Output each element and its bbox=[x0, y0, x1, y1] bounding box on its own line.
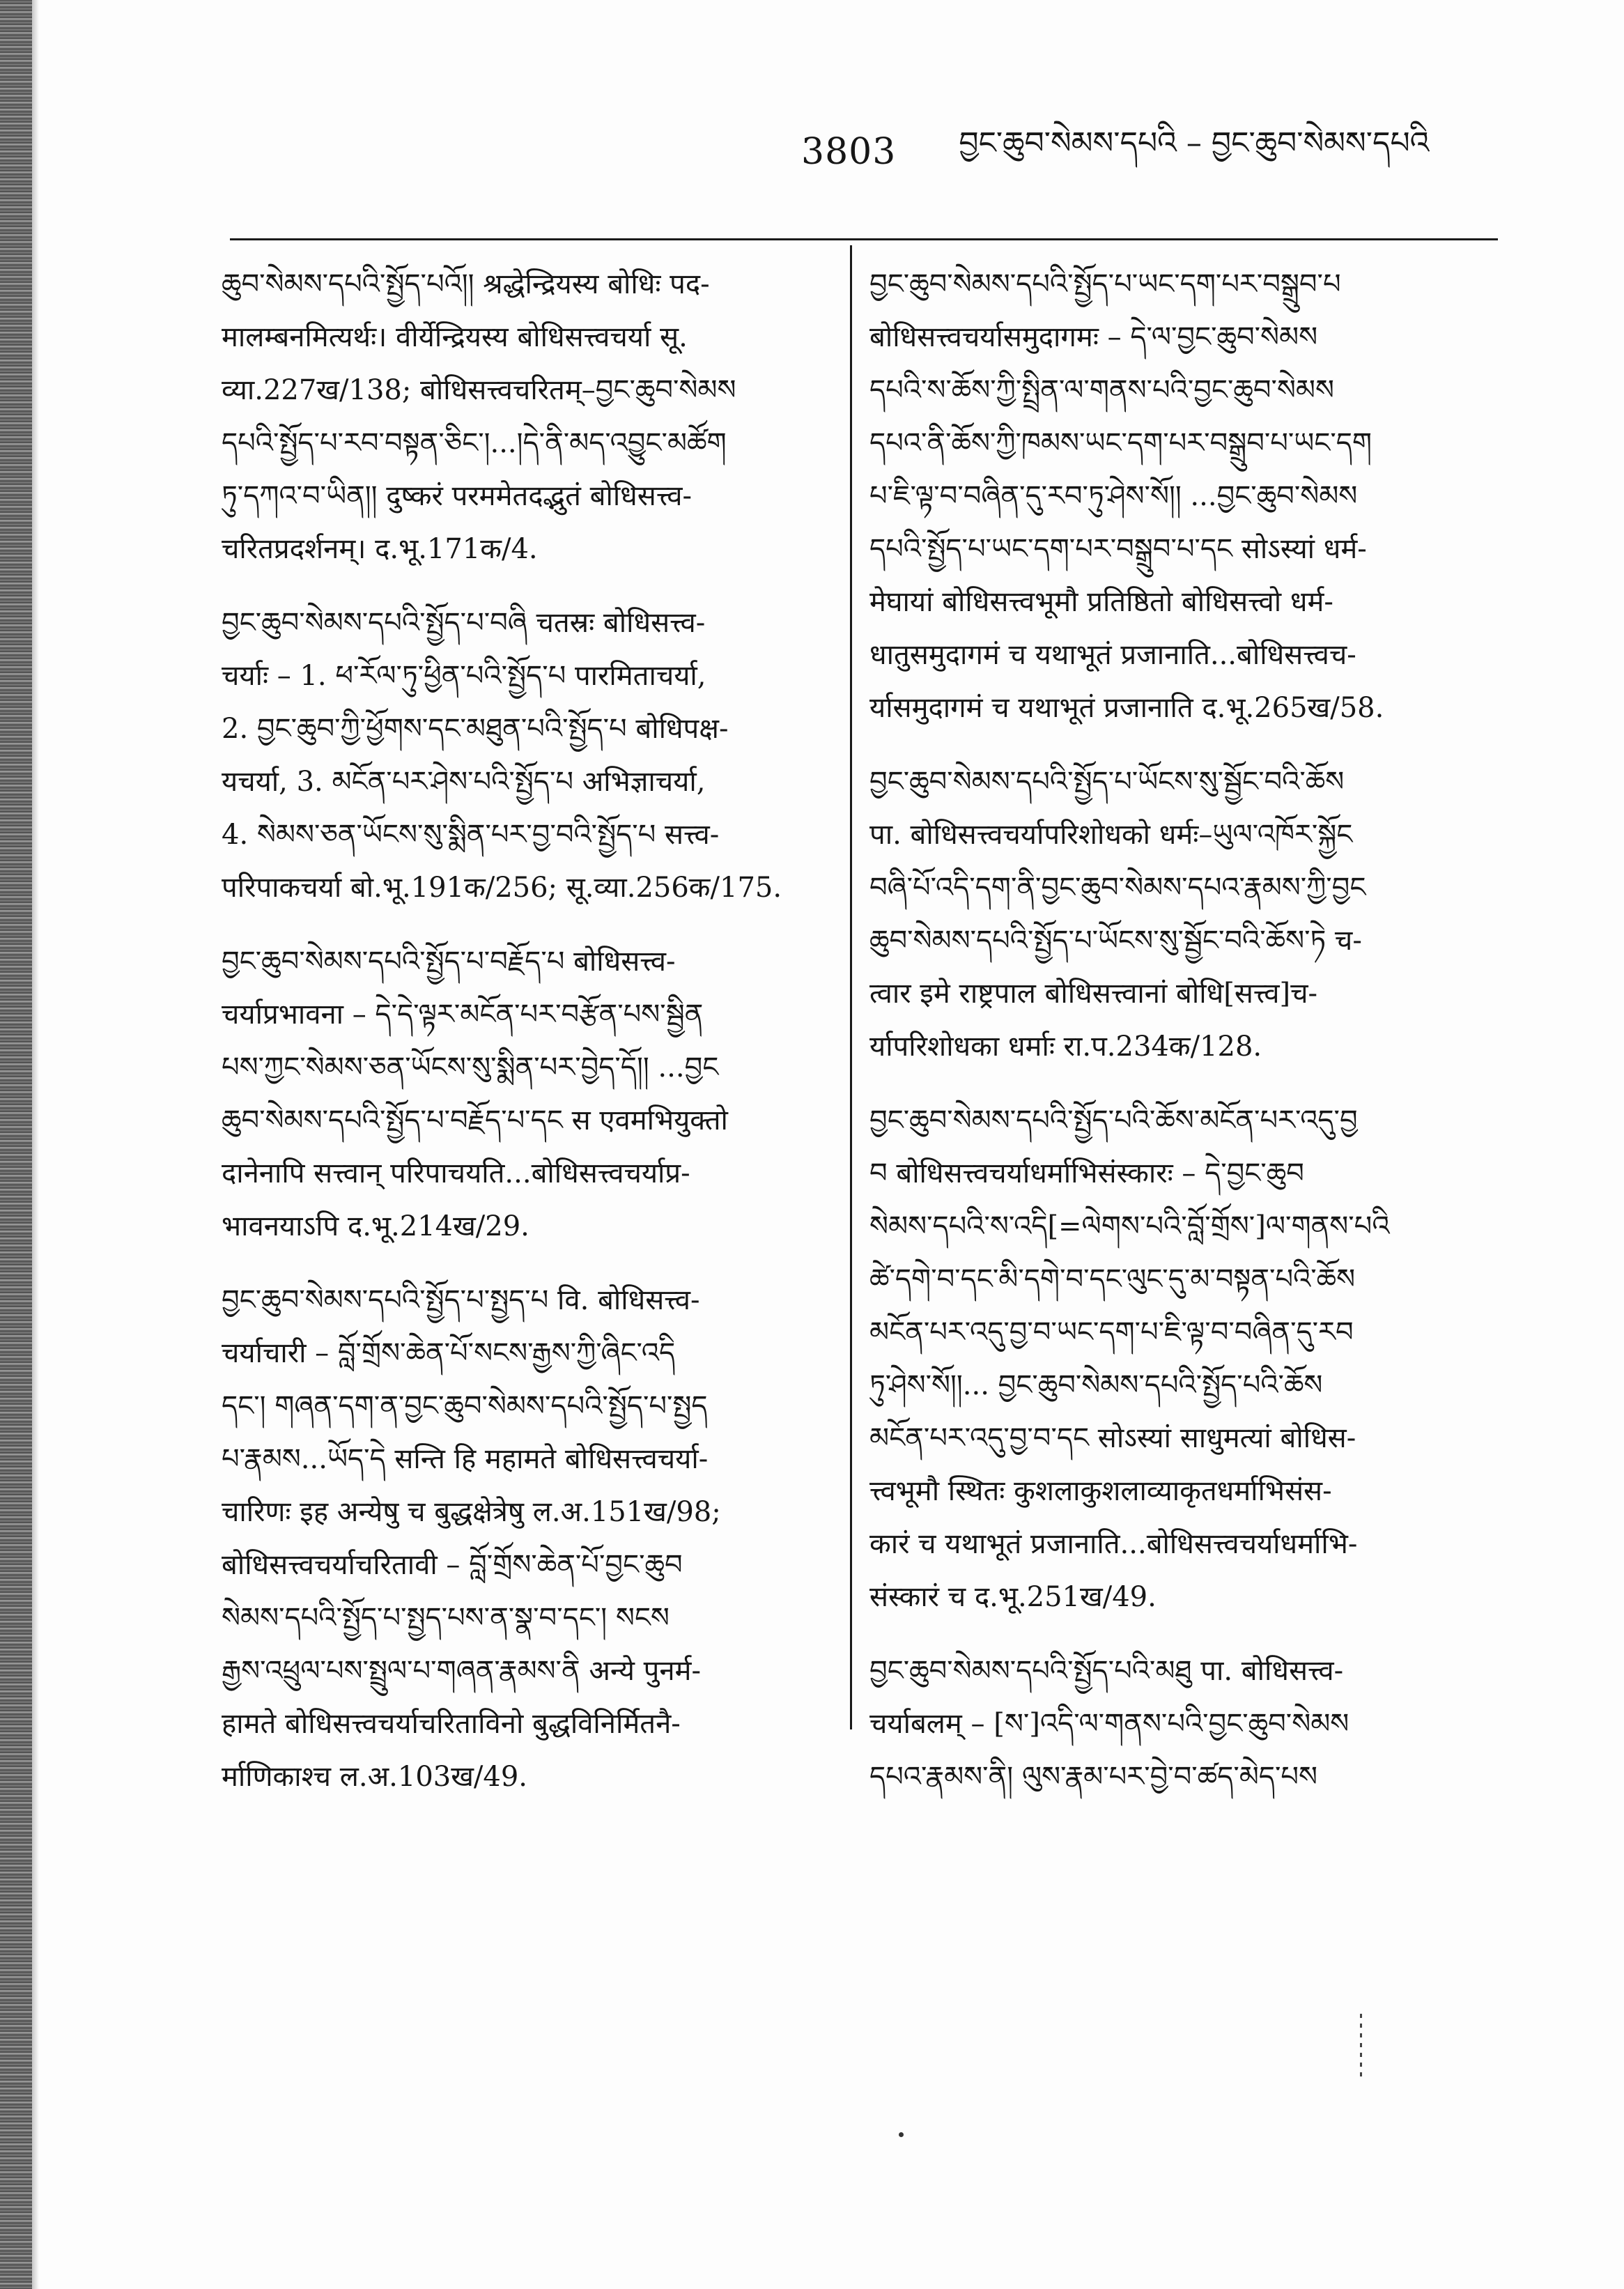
entry-line: དཔའི་སྤྱོད་པ་རབ་བསྟན་ཅིང་།...།དེ་ནི་མད་འབྱུང་མཚོག bbox=[222, 427, 727, 459]
entry-line: པ་རྣམས...ཡོད་དེ सन्ति हि महामते बोधिसत्त्वचर्या- bbox=[222, 1443, 709, 1475]
entry-line: དཔའི་སྤྱོད་པ་ཡང་དག་པར་བསྒྲུབ་པ་དང सोऽस्यां धर्म- bbox=[869, 533, 1367, 565]
entry-headword-line: བྱང་ཆུབ་སེམས་དཔའི་སྤྱོད་པ་སྤྱད་པ वि. बोधिसत्त्व- bbox=[222, 1284, 700, 1316]
entry-headword-line: བྱང་ཆུབ་སེམས་དཔའི་སྤྱོད་པའི་ཆོས་མངོན་པར་འདུ་བྱ bbox=[869, 1104, 1358, 1136]
running-head: བྱང་ཆུབ་སེམས་དཔའི – བྱང་ཆུབ་སེམས་དཔའི bbox=[959, 125, 1430, 161]
entry-line: ཏུ་དཀའ་བ་ཡིན།། दुष्करं परममेतदद्भुतं बोधिसत्त्व- bbox=[222, 480, 693, 512]
entry-line: धातुसमुदागमं च यथाभूतं प्रजानाति...बोधिसत्त्वच- bbox=[869, 639, 1356, 671]
entry-headword-line: བྱང་ཆུབ་སེམས་དཔའི་སྤྱོད་པ་ཡོངས་སུ་སྦྱོང་བའི་ཆོས bbox=[869, 766, 1345, 798]
entry-line: ཆུབ་སེམས་དཔའི་སྤྱོད་པ་བརྗོད་པ་དང स एवमभियुक्तो bbox=[222, 1104, 728, 1136]
entry-line: ཏུ་ཤེས་སོ།།... བྱང་ཆུབ་སེམས་དཔའི་སྤྱོད་པའི་ཆོས bbox=[869, 1369, 1323, 1401]
entry-line: चरितप्रदर्शनम्। द.भू.171क/4. bbox=[222, 533, 538, 565]
entry-line: चर्याबलम् – [ས་]འདི་ལ་གནས་པའི་བྱང་ཆུབ་སེམས bbox=[869, 1708, 1350, 1740]
entry-line: 2. བྱང་ཆུབ་ཀྱི་ཕྱོགས་དང་མཐུན་པའི་སྤྱོད་པ बोधिपक्ष- bbox=[222, 713, 729, 745]
entry-line: भावनयाऽपि द.भू.214ख/29. bbox=[222, 1210, 529, 1242]
entry-line: དང་། གཞན་དག་ན་བྱང་ཆུབ་སེམས་དཔའི་སྤྱོད་པ་སྤྱད bbox=[222, 1390, 708, 1422]
dictionary-entry bbox=[869, 1094, 1490, 1624]
entry-line: སེམས་དཔའི་སྤྱོད་པ་སྤྱད་པས་ན་སྣ་བ་དང་། སངས bbox=[222, 1602, 670, 1634]
right-column bbox=[869, 258, 1490, 1824]
dictionary-entry bbox=[222, 935, 835, 1253]
entry-line: མངོན་པར་འདུ་བྱ་བ་ཡང་དག་པ་ཇི་ལྟ་བ་བཞིན་དུ་རབ bbox=[869, 1316, 1354, 1348]
entry-line: मालम्बनमित्यर्थः। वीर्येन्द्रियस्य बोधिसत्त्वचर्या सू. bbox=[222, 321, 688, 353]
entry-line: ཆུབ་སེམས་དཔའི་སྤྱོད་པའོ།། श्रद्धेन्द्रियस्य बोधिः पद- bbox=[222, 268, 710, 300]
scanned-binding-edge bbox=[0, 0, 32, 2289]
entry-line: བཞི་པོ་འདི་དག་ནི་བྱང་ཆུབ་སེམས་དཔའ་རྣམས་ཀྱི་བྱང bbox=[869, 872, 1366, 904]
entry-line: དཔའི་ས་ཆོས་ཀྱི་སྤྲིན་ལ་གནས་པའི་བྱང་ཆུབ་སེམས bbox=[869, 374, 1334, 406]
column-divider bbox=[850, 245, 852, 1729]
entry-line: རྒྱས་འཕྲུལ་པས་སྤྲུལ་པ་གཞན་རྣམས་ནི अन्ये पुनर्म- bbox=[222, 1655, 701, 1687]
dictionary-entry bbox=[869, 755, 1490, 1073]
entry-line: बोधिसत्त्वचर्यासमुदागमः – དེ་ལ་བྱང་ཆུབ་སེམས bbox=[869, 321, 1318, 353]
entry-line: बोधिसत्त्वचर्याचरितावी – བློ་གྲོས་ཆེན་པོ་བྱང་ཆུབ bbox=[222, 1549, 683, 1581]
entry-line: परिपाकचर्या बो.भू.191क/256; सू.व्या.256क/175. bbox=[222, 872, 782, 904]
entry-line: བ बोधिसत्त्वचर्याधर्माभिसंस्कारः – དེ་བྱང་ཆུབ bbox=[869, 1157, 1304, 1189]
entry-line: ཆུབ་སེམས་དཔའི་སྤྱོད་པ་ཡོངས་སུ་སྦྱོང་བའི་ཆོས་ཏེ च- bbox=[869, 925, 1362, 957]
entry-line: र्माणिकाश्च ल.अ.103ख/49. bbox=[222, 1761, 528, 1793]
entry-line: चर्याचारी – བློ་གྲོས་ཆེན་པོ་སངས་རྒྱས་ཀྱི་ཞིང་འདི bbox=[222, 1337, 676, 1369]
left-column bbox=[222, 258, 835, 1824]
entry-line: चर्याः – 1. ཕ་རོལ་ཏུ་ཕྱིན་པའི་སྤྱོད་པ पारमिताचर्या, bbox=[222, 660, 706, 692]
entry-line: མངོན་པར་འདུ་བྱ་བ་དང सोऽस्यां साधुमत्यां बोधिस- bbox=[869, 1422, 1356, 1454]
entry-line: संस्कारं च द.भू.251ख/49. bbox=[869, 1581, 1157, 1613]
entry-line: यचर्या, 3. མངོན་པར་ཤེས་པའི་སྤྱོད་པ अभिज्ञाचर्या, bbox=[222, 766, 706, 798]
header-rule bbox=[230, 238, 1498, 240]
entry-line: कारं च यथाभूतं प्रजानाति...बोधिसत्त्वचर्याधर्माभि- bbox=[869, 1528, 1358, 1560]
entry-line: पा. बोधिसत्त्वचर्यापरिशोधको धर्मः–ཡུལ་འཁོར་སྐྱོང bbox=[869, 819, 1353, 851]
entry-line: ཚེ་དགེ་བ་དང་མི་དགེ་བ་དང་ལུང་དུ་མ་བསྟན་པའི་ཆོས bbox=[869, 1263, 1356, 1295]
entry-headword-line: བྱང་ཆུབ་སེམས་དཔའི་སྤྱོད་པ་བཞི चतस्रः बोधिसत्त्व- bbox=[222, 607, 706, 639]
entry-line: त्त्वभूमौ स्थितः कुशलाकुशलाव्याकृतधर्माभिसंस- bbox=[869, 1475, 1332, 1507]
dictionary-entry bbox=[222, 1274, 835, 1803]
entry-line: मेघायां बोधिसत्त्वभूमौ प्रतिष्ठितो बोधिसत्त्वो धर्म- bbox=[869, 586, 1333, 618]
entry-headword-line: བྱང་ཆུབ་སེམས་དཔའི་སྤྱོད་པ་བརྗོད་པ बोधिसत्त्व- bbox=[222, 946, 676, 978]
dictionary-entry bbox=[222, 258, 835, 576]
entry-line: པ་ཇི་ལྟ་བ་བཞིན་དུ་རབ་ཏུ་ཤེས་སོ།། ...བྱང་ཆུབ་སེམས bbox=[869, 480, 1358, 512]
dictionary-entry bbox=[869, 258, 1490, 734]
entry-line: व्या.227ख/138; बोधिसत्त्वचरितम्–བྱང་ཆུབ་སེམས bbox=[222, 374, 736, 406]
scan-artifact-mark bbox=[1360, 2014, 1362, 2076]
dictionary-entry bbox=[222, 596, 835, 914]
scan-artifact-dot bbox=[899, 2132, 904, 2137]
entry-line: हामते बोधिसत्त्वचर्याचरिताविनो बुद्धविनिर्मितनै- bbox=[222, 1708, 681, 1740]
entry-line: चर्याप्रभावना – དེ་དེ་ལྟར་མངོན་པར་བརྩོན་པས་སྦྱིན bbox=[222, 999, 704, 1031]
entry-line: པས་ཀྱང་སེམས་ཅན་ཡོངས་སུ་སྨིན་པར་བྱེད་དོ།། ...བྱང bbox=[222, 1051, 719, 1084]
entry-headword-line: བྱང་ཆུབ་སེམས་དཔའི་སྤྱོད་པའི་མཐུ पा. बोधिसत्त्व- bbox=[869, 1655, 1344, 1687]
page-number: 3803 bbox=[801, 131, 897, 173]
entry-line: དཔའ་ནི་ཆོས་ཀྱི་ཁམས་ཡང་དག་པར་བསྒྲུབ་པ་ཡང་དག bbox=[869, 427, 1372, 459]
entry-line: སེམས་དཔའི་ས་འདི[=ལེགས་པའི་བློ་གྲོས་]ལ་གནས་པའི bbox=[869, 1210, 1390, 1242]
page-header bbox=[801, 124, 1484, 180]
entry-line: र्यासमुदागमं च यथाभूतं प्रजानाति द.भू.265ख/58. bbox=[869, 692, 1384, 724]
entry-line: चारिणः इह अन्येषु च बुद्धक्षेत्रेषु ल.अ.151ख/98; bbox=[222, 1496, 721, 1528]
entry-line: र्यापरिशोधका धर्माः रा.प.234क/128. bbox=[869, 1031, 1262, 1063]
entry-line: 4. སེམས་ཅན་ཡོངས་སུ་སྨིན་པར་བྱ་བའི་སྤྱོད་པ सत्त्व- bbox=[222, 819, 720, 851]
entry-line: त्वार इमे राष्ट्रपाल बोधिसत्त्वानां बोधि[सत्त्व]च- bbox=[869, 978, 1318, 1010]
entry-line: दानेनापि सत्त्वान् परिपाचयति...बोधिसत्त्वचर्याप्र- bbox=[222, 1157, 690, 1189]
entry-line: དཔའ་རྣམས་ནི། ལུས་རྣམ་པར་བྱེ་བ་ཚད་མེད་པས bbox=[869, 1761, 1317, 1793]
dictionary-entry bbox=[869, 1644, 1490, 1803]
entry-headword-line: བྱང་ཆུབ་སེམས་དཔའི་སྤྱོད་པ་ཡང་དག་པར་བསྒྲུབ་པ bbox=[869, 268, 1341, 300]
